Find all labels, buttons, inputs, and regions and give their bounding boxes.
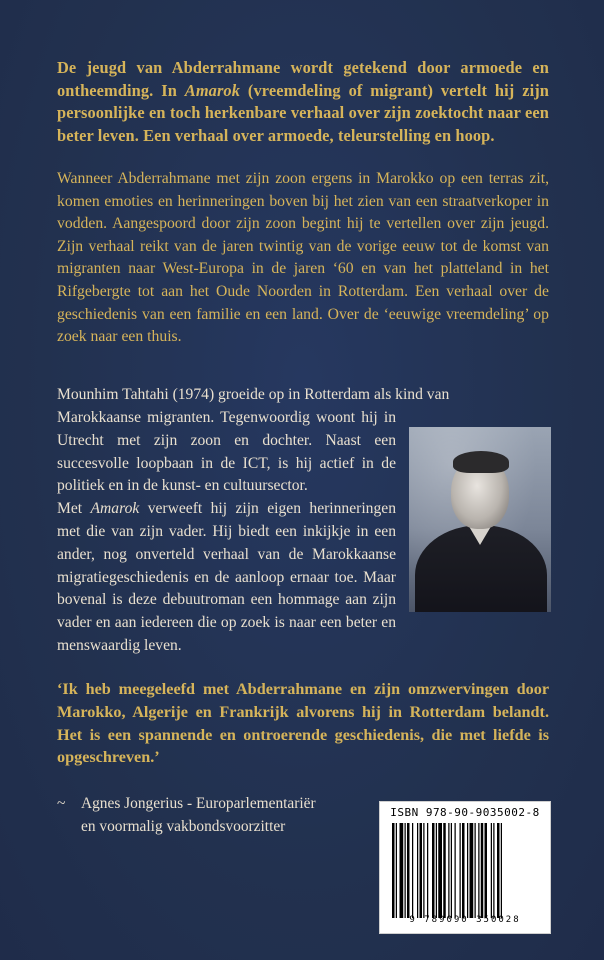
barcode-stripe	[470, 823, 474, 918]
barcode-bars	[390, 823, 540, 918]
author-bio-line: Mounhim Tahtahi (1974) groeide op in Rotterdam als kind van	[57, 386, 450, 403]
book-title: Amarok	[184, 80, 241, 100]
barcode-stripe	[412, 823, 413, 918]
blurb-intro-post: (vreemdeling of migrant) vertelt hij zijn persoonlijke en toch herkenbare verhaal over zijn zoektocht naar een beter leven. Een verhaal over armoede, teleurstelling en hoop.	[57, 80, 549, 145]
barcode-stripe	[475, 823, 476, 918]
barcode-stripe	[436, 823, 437, 918]
blurb-intro	[57, 57, 549, 147]
isbn-barcode	[379, 801, 551, 934]
barcode-stripe	[392, 823, 395, 918]
author-bio-part2-pre: Met	[57, 500, 91, 518]
barcode-stripe	[448, 823, 449, 918]
endorsement-attribution	[57, 793, 347, 838]
barcode-stripe	[417, 823, 418, 918]
barcode-stripe	[501, 823, 502, 918]
barcode-stripe	[485, 823, 488, 918]
author-bio-part2-post: verweeft hij zijn eigen herinneringen met die van zijn vader. Hij biedt een inkijkje in een ander, nog onverteld verhaal van de Marokkaanse migratiegeschiedenis en de aanloop ernaar toe. Maar bovenal is deze debuutroman een hommage aan zijn vader en aan iedereen die op zoek is naar een beter en menswaardig leven.	[57, 500, 396, 654]
attribution-name: Agnes Jongerius - Europarlementariër	[81, 795, 316, 812]
barcode-stripe	[481, 823, 484, 918]
barcode-stripe	[478, 823, 479, 918]
barcode-stripe	[493, 823, 494, 918]
barcode-stripe	[455, 823, 456, 918]
barcode-stripe	[407, 823, 410, 918]
endorsement-quote: ‘Ik heb meegeleefd met Abderrahmane en zijn omzwervingen door Marokko, Algerije en Frankrijk alvorens hij in Rotterdam belandt. Het is een spannende en ontroerende geschiedenis, die met liefde is opgeschreven.’	[57, 680, 549, 767]
barcode-stripe	[438, 823, 442, 918]
barcode-stripe	[420, 823, 423, 918]
author-photo	[409, 427, 551, 612]
barcode-digits: 9 789090 350028	[409, 915, 521, 925]
barcode-stripe	[497, 823, 500, 918]
barcode-stripe	[405, 823, 406, 918]
book-title-inline: Amarok	[90, 500, 140, 518]
barcode-stripe	[396, 823, 397, 918]
barcode-stripe	[432, 823, 435, 918]
barcode-stripe	[451, 823, 452, 918]
barcode-stripe	[427, 823, 428, 918]
tilde-mark: ~	[57, 795, 66, 812]
barcode-stripe	[491, 823, 492, 918]
barcode-stripe	[423, 823, 424, 918]
barcode-stripe	[462, 823, 465, 918]
barcode-stripe	[460, 823, 461, 918]
barcode-stripe	[443, 823, 446, 918]
blurb-intro-pre: De jeugd van Abderrahmane wordt getekend door armoede en ontheemding. In	[57, 58, 549, 100]
blurb-summary: Wanneer Abderrahmane met zijn zoon ergens in Marokko op een terras zit, komen emoties en herinneringen boven bij het zien van een straatverkoper in vodden. Aangespoord door zijn zoon begint hij te vertellen over zijn jeugd. Zijn verhaal reikt van de jaren twintig van de vorige eeuw tot de komst van migranten naar West-Europa in de jaren ‘60 en van het platteland in het Rifgebergte tot aan het Oude Noorden in Rotterdam. Een verhaal over de geschiedenis van een familie en een land. Over de ‘eeuwige vreemdeling’ op zoek naar een thuis.	[57, 170, 549, 346]
author-bio-first-line	[57, 384, 549, 407]
author-bio	[57, 407, 396, 658]
isbn-label: ISBN 978-90-9035002-8	[390, 806, 540, 819]
author-bio-part1: Marokkaanse migranten. Tegenwoordig woont hij in Utrecht met zijn zoon en dochter. Naast een succesvolle loopbaan in de ICT, is hij actief in de politiek en in de kunst- en cultuursector.	[57, 409, 396, 495]
barcode-stripe	[467, 823, 468, 918]
attribution-role: en voormalig vakbondsvoorzitter	[81, 817, 286, 835]
barcode-stripe	[400, 823, 404, 918]
photo-hair	[453, 451, 509, 473]
